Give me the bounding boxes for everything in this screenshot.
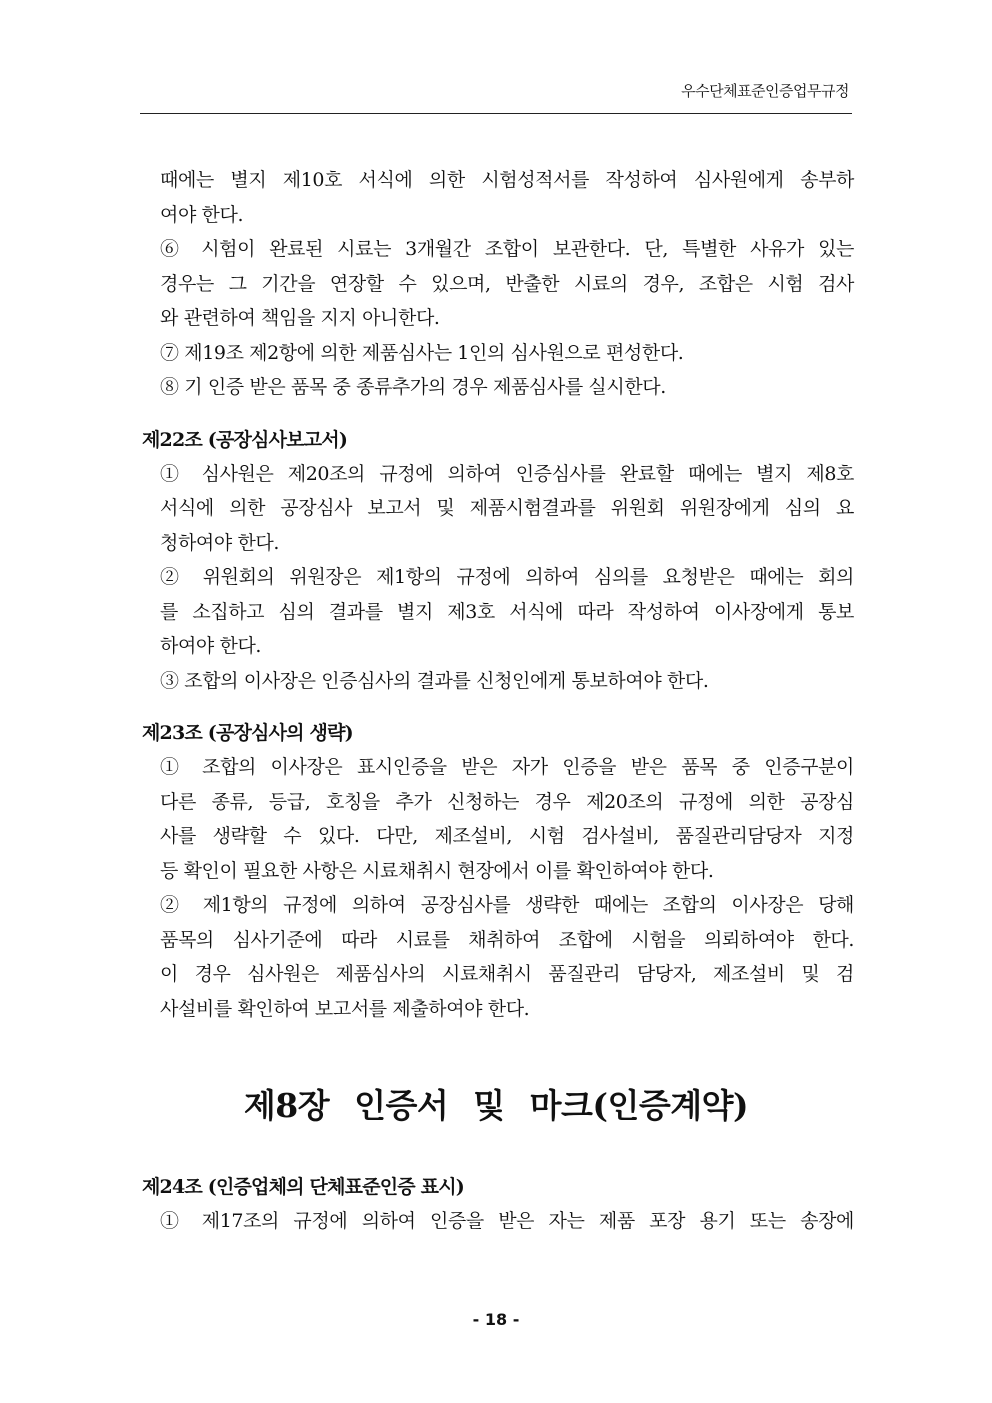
text-line: 경우는 그 기간을 연장할 수 있으며, 반출한 시료의 경우, 조합은 시험 검사 <box>160 272 854 295</box>
text-line: 여야 한다. <box>160 203 244 226</box>
page-number: - 18 - <box>472 1310 520 1329</box>
text-line: 를 소집하고 심의 결과를 별지 제3호 서식에 따라 작성하여 이사장에게 통보 <box>160 600 854 623</box>
text-line: 청하여야 한다. <box>160 531 280 554</box>
text-line: 등 확인이 필요한 사항은 시료채취시 현장에서 이를 확인하여야 한다. <box>160 859 714 882</box>
running-header: 우수단체표준인증업무규정 <box>681 82 849 100</box>
text-line: 와 관련하여 책임을 지지 아니한다. <box>160 307 440 329</box>
text-line: ⑦ 제19조 제2항에 의한 제품심사는 1인의 심사원으로 편성한다. <box>160 341 684 364</box>
article-heading: 제24조 (인증업체의 단체표준인증 표시) <box>142 1176 464 1198</box>
text-line: ① 심사원은 제20조의 규정에 의하여 인증심사를 완료할 때에는 별지 제8호 <box>160 462 854 485</box>
text-line: ② 제1항의 규정에 의하여 공장심사를 생략한 때에는 조합의 이사장은 당해 <box>160 894 854 916</box>
text-line: ⑧ 기 인증 받은 품목 중 종류추가의 경우 제품심사를 실시한다. <box>160 376 666 398</box>
text-line: ② 위원회의 위원장은 제1항의 규정에 의하여 심의를 요청받은 때에는 회의 <box>160 566 854 588</box>
article-heading: 제22조 (공장심사보고서) <box>142 428 348 451</box>
text-line: 다른 종류, 등급, 호칭을 추가 신청하는 경우 제20조의 규정에 의한 공장심 <box>160 790 854 813</box>
text-line: 하여야 한다. <box>160 635 262 657</box>
article-22 <box>142 423 854 699</box>
text-line: 사를 생략할 수 있다. 다만, 제조설비, 시험 검사설비, 품질관리담당자 지정 <box>160 825 854 847</box>
header-rule <box>140 113 852 114</box>
continuation-block <box>142 163 854 405</box>
article-23 <box>142 716 854 1026</box>
text-line: 이 경우 심사원은 제품심사의 시료채취시 품질관리 담당자, 제조설비 및 검 <box>160 963 854 985</box>
text-line: 때에는 별지 제10호 서식에 의한 시험성적서를 작성하여 심사원에게 송부하 <box>160 169 854 191</box>
text-line: 서식에 의한 공장심사 보고서 및 제품시험결과를 위원회 위원장에게 심의 요 <box>160 497 854 519</box>
text-line: ③ 조합의 이사장은 인증심사의 결과를 신청인에게 통보하여야 한다. <box>160 669 709 692</box>
text-line: ① 조합의 이사장은 표시인증을 받은 자가 인증을 받은 품목 중 인증구분이 <box>160 756 854 778</box>
text-line: ⑥ 시험이 완료된 시료는 3개월간 조합이 보관한다. 단, 특별한 사유가 있는 <box>160 238 854 260</box>
chapter-title: 제8장 인증서 및 마크(인증계약) <box>243 1086 749 1125</box>
article-heading: 제23조 (공장심사의 생략) <box>142 722 353 744</box>
body-content <box>142 163 854 1026</box>
text-line: ① 제17조의 규정에 의하여 인증을 받은 자는 제품 포장 용기 또는 송장에 <box>160 1210 854 1232</box>
text-line: 사설비를 확인하여 보고서를 제출하여야 한다. <box>160 997 530 1020</box>
article-24 <box>142 1170 854 1239</box>
text-line: 품목의 심사기준에 따라 시료를 채취하여 조합에 시험을 의뢰하여야 한다. <box>160 928 854 951</box>
